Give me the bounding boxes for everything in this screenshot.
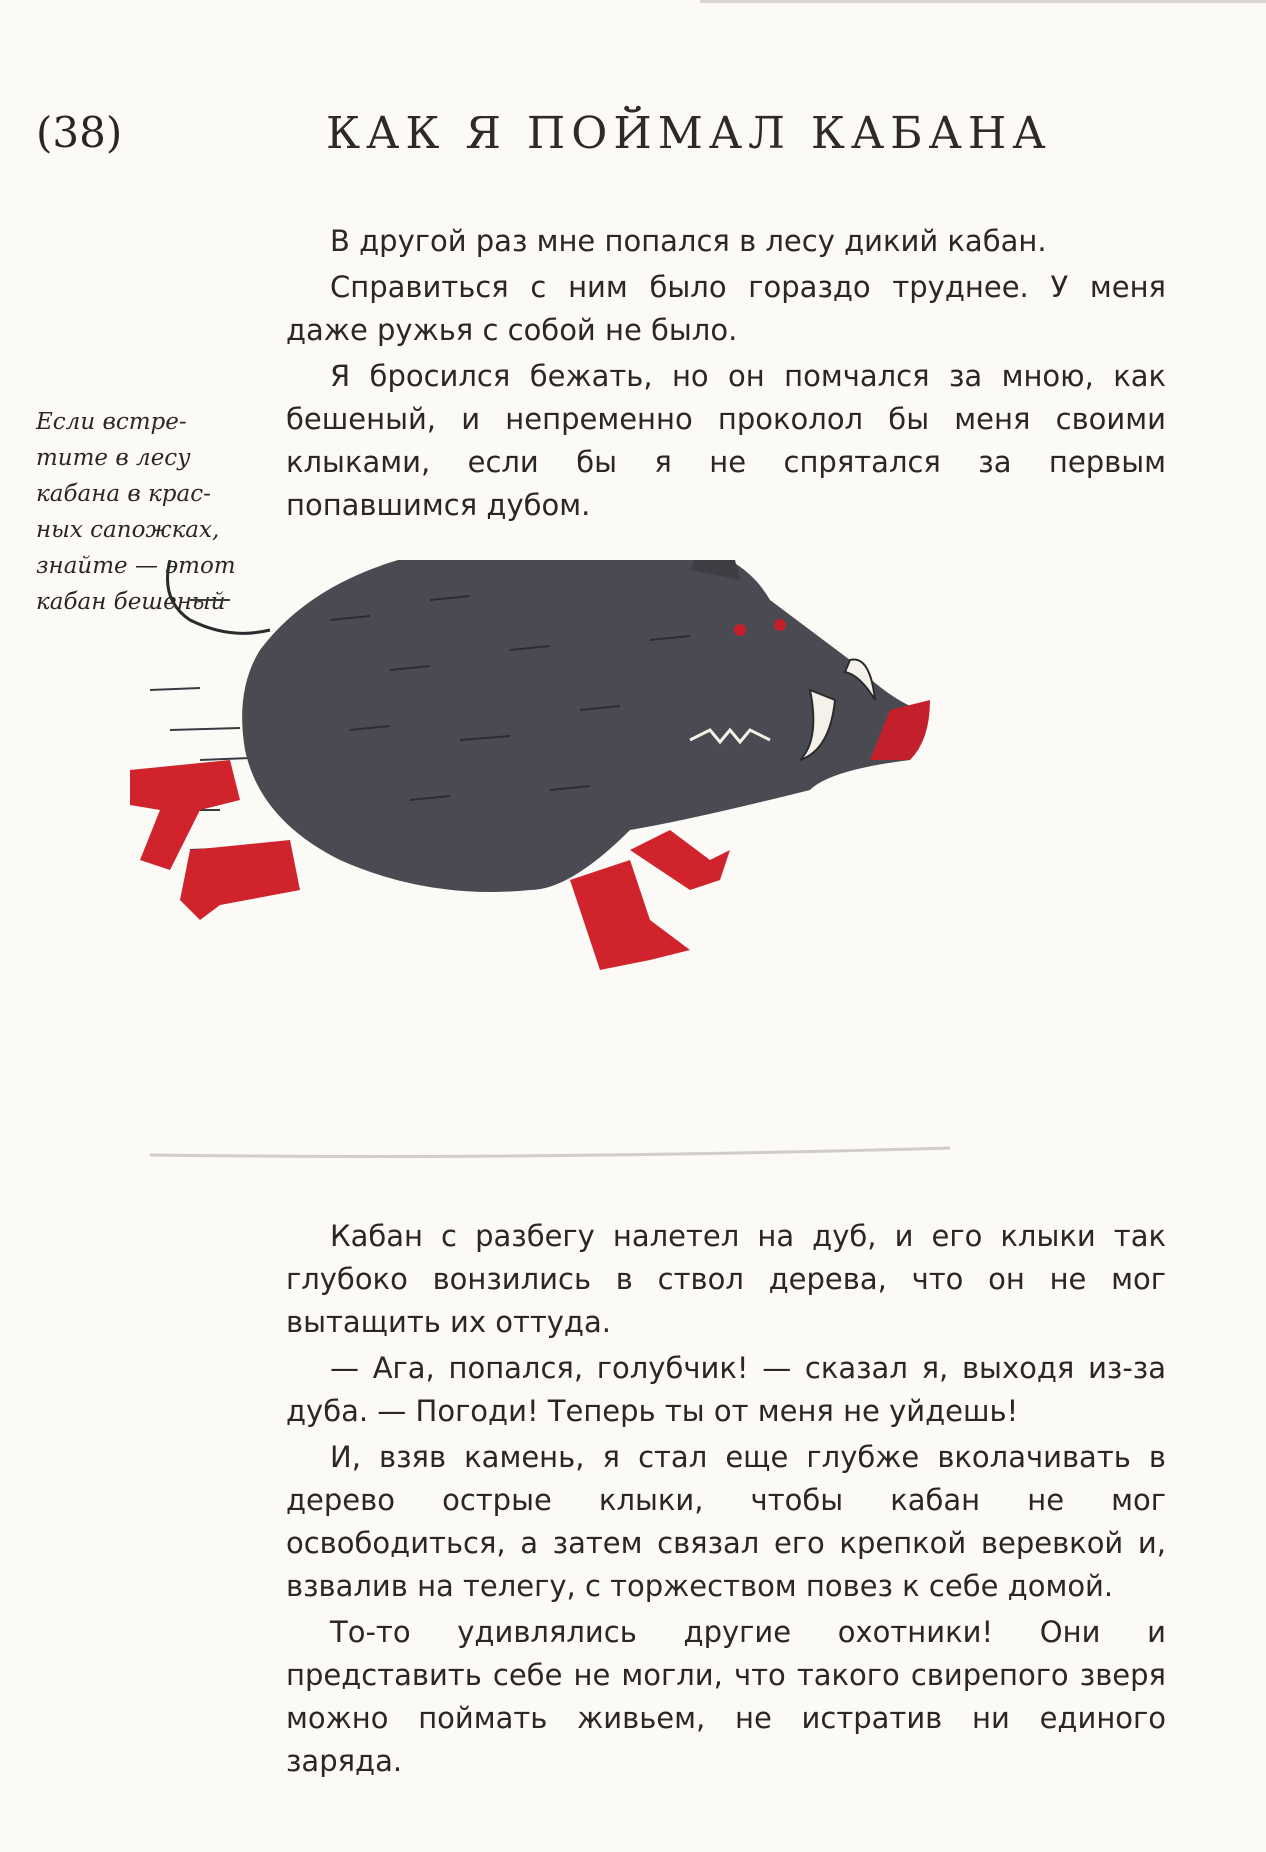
margin-note-line: Если встре- <box>36 409 187 435</box>
paragraph: И, взяв камень, я стал еще глубже вколачивать в дерево острые клыки, чтобы кабан не мог освободиться, а затем связал его крепкой веревкой и, взвалив на телегу, с торжеством повез к себе домой. <box>286 1440 1166 1603</box>
top-rule <box>700 0 1266 3</box>
page-number: (38) <box>36 108 123 157</box>
margin-note-line: знайте — этот <box>36 553 236 579</box>
margin-note-line: ных сапожках, <box>36 517 220 543</box>
running-boar-illustration <box>130 560 1130 1170</box>
paragraph: То-то удивлялись другие охотники! Они и представить себе не могли, что такого свирепого зверя можно поймать живьем, не истратив ни единого заряда. <box>286 1615 1166 1778</box>
paragraph: — Ага, попался, голубчик! — сказал я, выходя из-за дуба. — Погоди! Теперь ты от меня не уйдешь! <box>286 1351 1166 1428</box>
margin-note-line: кабан бешеный <box>36 589 226 615</box>
paragraph: Кабан с разбегу налетел на дуб, и его клыки так глубоко вонзились в ствол дерева, что он не мог вытащить их оттуда. <box>286 1219 1166 1339</box>
paragraph: Справиться с ним было гораздо труднее. У меня даже ружья с собой не было. <box>286 270 1166 347</box>
margin-note-line: тите в лесу <box>36 445 191 471</box>
text-block-top <box>286 220 1166 527</box>
margin-note-line: кабана в крас- <box>36 481 211 507</box>
chapter-title: КАК Я ПОЙМАЛ КАБАНА <box>326 108 1052 159</box>
paragraph: В другой раз мне попался в лесу дикий кабан. <box>330 224 1047 258</box>
paragraph: Я бросился бежать, но он помчался за мною, как бешеный, и непременно проколол бы меня своими клыками, если бы я не спрятался за первым попавшимся дубом. <box>286 359 1166 522</box>
text-block-bottom <box>286 1215 1166 1783</box>
